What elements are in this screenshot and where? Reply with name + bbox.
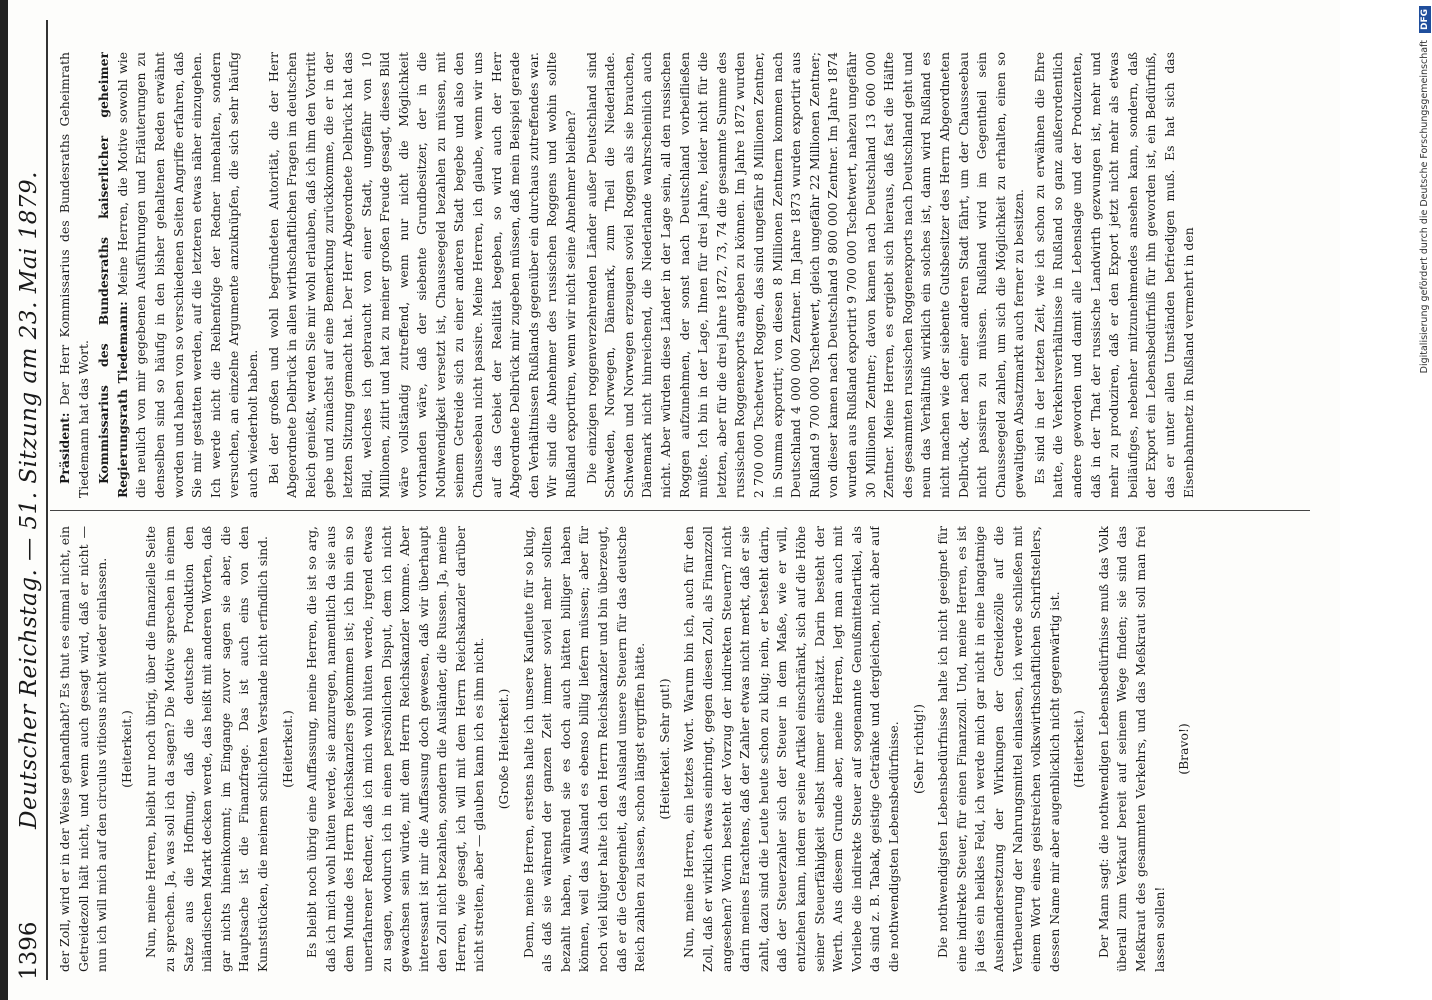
paragraph-text: Nun, meine Herren, bleibt nur noch übrig, über die finanzielle Seite zu sprechen. Ja, was soll ich da sagen? Die Motive sprechen in einem Satze aus die Hoffnung, daß die deutsche Produktion den inländischen Markt decken werde, das heißt mit anderen Worten, daß gar nichts hineinkommt; im Eingange zuvor sagen sie aber, die Hauptsache ist die Finanzfrage. Das ist auch eins von den Kunststücken, die meinem schlichten Verstande nicht erfindlich sind. bbox=[143, 526, 270, 972]
stage-direction: (Bravo!) bbox=[1176, 723, 1192, 775]
paragraph bbox=[680, 526, 903, 972]
stage-direction: (Heiterkeit.) bbox=[118, 710, 134, 788]
paragraph-text: Die nothwendigsten Lebensbedürfnisse halte ich nicht geeignet für eine indirekte Steuer, für einen Finanzzoll. Und, meine Herren, es ist ja dies ein heikles Feld, ich werde mich gar nicht in eine langatmige Auseinandersetzung der Wirkungen der Getreidezölle auf die Vertheuerung der Nahrungsmittel einlassen, ich werde schließen mit einem Wort eines geistreichen volkswirthschaftlichen Schriftstellers, dessen Name mir aber augenblicklich nicht gegenwärtig ist. bbox=[935, 526, 1062, 972]
stage-direction: (Heiterkeit. Sehr gut!) bbox=[656, 678, 672, 820]
paragraph-text: der Zoll, wird er in der Weise gehandhabt? Es thut es einmal nicht, ein Getreidezoll hält nicht, und wenn auch gesagt wird, daß er nicht — nun ich will mich auf den circulus vitiosus nicht wieder einlassen. bbox=[57, 526, 110, 972]
paragraph bbox=[934, 526, 1064, 972]
paragraph-text: Der Mann sagt: die nothwendigen Lebensbedürfnisse muß das Volk überall zum Verkauf bereit auf seinem Wege finden; sie sind das Meßkraut des gesammten Verkehrs, und das Meßkraut soll man frei lassen sollen! bbox=[1095, 526, 1167, 972]
stage-direction: (Sehr richtig!) bbox=[910, 704, 926, 794]
page-number: 1396 bbox=[16, 921, 42, 980]
paragraph bbox=[56, 52, 93, 498]
paragraph-text: Meine Herren, die Motive sowohl wie die neulich von mir gegebenen Ausführungen und Erläuterungen zu denselben sind so häufig in den bisher gehaltenen Reden erwähnt worden und haben von so verschiedenen Seiten Angriffe erfahren, daß Sie mir gestatten werden, auf die letzteren etwas näher einzugehen. Ich werde nicht die Reihenfolge der Redner innehalten, sondern versuchen, an einzelne Argumente anzuknüpfen, die sich sehr häufig auch wiederholt haben. bbox=[114, 52, 260, 498]
left-text-column bbox=[56, 526, 1310, 972]
paragraph-text: Nun, meine Herren, ein letztes Wort. Warum bin ich, auch für den Zoll, daß er wirklich etwas einbringt, gegen diesen Zoll, als Finanzzoll angesehen? Worin besteht der Vorzug der indirekten Steuern? nicht darin meines Erachtens, daß der Zahler etwas nicht merkt, daß er sie zahlt, dazu sind die Leute heute schon zu klug; nein, er besteht darin, daß der Steuerzahler sich der Steuer in dem Maße, wie er will, entziehen kann, indem er seine Artikel einschränkt, sich auf die Höhe seiner Steuerfähigkeit selbst immer einschätzt. Darin besteht der Werth. Aus diesem Grunde aber, meine Herren, legt man auch mit Vorliebe die indirekte Steuer auf sogenannte Genußmittelartikel, als da sind z. B. Tabak, geistige Getränke und dergleichen, nicht aber auf die nothwendigsten Lebensbedürfnisse. bbox=[681, 526, 901, 972]
paragraph bbox=[265, 52, 581, 498]
stage-direction: (Heiterkeit.) bbox=[1071, 710, 1087, 788]
column-divider bbox=[50, 510, 1310, 511]
paragraph bbox=[56, 526, 112, 972]
paragraph bbox=[142, 526, 272, 972]
header-rule bbox=[46, 20, 48, 980]
credit-text: Digitalisierung gefördert durch die Deutsche Forschungsgemeinschaft bbox=[1419, 40, 1430, 374]
speaker-name: Kommissarius des Bundesraths kaiserlicher geheimer Regierungsrath Tiedemann: bbox=[96, 52, 130, 498]
paragraph bbox=[1031, 52, 1198, 498]
stage-direction: (Große Heiterkeit.) bbox=[496, 688, 512, 810]
paragraph-text: Es bleibt noch übrig eine Auffassung, meine Herren, die ist so arg, daß ich mich wohl hüten werde, sie anzuregen, namentlich da sie aus dem Munde des Herrn Reichskanzlers gekommen ist; ich bin ein so unerfahrener Redner, daß ich mich wohl hüten werde, irgend etwas zu sagen, wodurch ich in einen persönlichen Disput, dem ich nicht gewachsen sein würde, mit dem Herrn Reichskanzler komme. Aber interessant ist mir die Auffassung doch gewesen, daß wir überhaupt den Zoll nicht bezahlen, sondern die Ausländer, die Russen. Ja, meine Herren, wie gesagt, ich will mit dem Herrn Reichskanzler darüber nicht streiten, aber — glauben kann ich es ihm nicht. bbox=[304, 526, 487, 972]
digitization-credit bbox=[1418, 0, 1432, 1000]
paragraph-text: Bei der großen und wohl begründeten Autorität, die der Herr Abgeordnete Delbrück in allen wirthschaftlichen Fragen im deutschen Reich genießt, werden Sie mir wohl erlauben, daß ich ihm den Vortritt gebe und zunächst auf eine Bemerkung zurückkomme, die er in der letzten Sitzung gemacht hat. Der Herr Abgeordnete Delbrück hat das Bild, welches ich gebraucht von einer Stadt, ungefähr von 10 Millionen, zitirt und hat zu meiner großen Freude gesagt, dieses Bild wäre vollständig zutreffend, wenn nur nicht die Möglichkeit vorhanden wäre, daß der siebente Grundbesitzer, der in die Nothwendigkeit versetzt ist, Chausseegeld bezahlen zu müssen, mit seinem Getreide sich zu einer anderen Stadt begebe und also den Chausseebau nicht passire. Meine Herren, ich glaube, wenn wir uns auf das Gebiet der Realität begeben, so wird auch der Herr Abgeordnete Delbrück mir zugeben müssen, daß mein Beispiel gerade den Verhältnissen Rußlands gegenüber ein durchaus zutreffendes war. Wir sind die Abnehmer des russischen Roggens und wohin sollte Rußland exportiren, wenn wir nicht seine Abnehmer bleiben? bbox=[265, 52, 579, 498]
digitization-credit-strip bbox=[1418, 0, 1432, 1000]
right-text-column bbox=[56, 52, 1310, 498]
paragraph bbox=[1095, 526, 1169, 972]
page-title: Deutscher Reichstag. — 51. Sitzung am 23. Mai 1879. bbox=[16, 171, 42, 829]
dfg-logo: DFG bbox=[1419, 6, 1431, 33]
stage-direction: (Heiterkeit.) bbox=[279, 710, 295, 788]
paragraph-text: Es sind in der letzten Zeit, wie ich schon zu erwähnen die Ehre hatte, die Verkehrsverhältnisse in Rußland so ganz außerordentlich andere geworden und damit alle Lebenslage und der Produzenten, daß in der That der russische Landwirth gezwungen ist, mehr und mehr zu produziren, daß er den Export jetzt nicht mehr als etwas beiläufiges, nebenher mitzunehmendes ansehen kann, sondern, daß der Export ein Lebensbedürfniß für ihn geworden ist, ein Bedürfniß, das er unter allen Umständen befriedigen muß. Es hat sich das Eisenbahnnetz in Rußland vermehrt in den bbox=[1031, 52, 1196, 498]
paragraph-text: Die einzigen roggenverzehrenden Länder außer Deutschland sind Schweden, Norwegen, Dänemark, zum Theil die Niederlande. Schweden und Norwegen erzeugen soviel Roggen als sie brauchen, Dänemark nicht hinreichend, die Niederlande wahrscheinlich auch nicht. Aber würden diese Länder in der Lage sein, all den russischen Roggen aufzunehmen, der sonst nach Deutschland vorbeifließen müßte. Ich bin in der Lage, Ihnen für drei Jahre, leider nicht für die letzten, aber für die drei Jahre 1872, 73, 74 die gesammte Summe des russischen Roggenexports angeben zu können. Im Jahre 1872 wurden 2 700 000 Tschetwert Roggen, das sind ungefähr 8 Millionen Zentner, in Summa exportirt; von diesen 8 Millionen Zentnern kommen nach Deutschland 4 000 000 Zentner. Im Jahre 1873 wurden exportirt aus Rußland 9 700 000 Tschetwert, gleich ungefähr 22 Millionen Zentner; von dieser kamen nach Deutschland 9 800 000 Zentner. Im Jahre 1874 wurden aus Rußland exportirt 9 700 000 Tschetwert, nahezu ungefähr 30 Millionen Zentner; davon kamen nach Deutschland 13 600 000 Zentner. Meine Herren, es ergiebt sich hieraus, daß fast die Hälfte des gesammten russischen Roggenexports nach Deutschland geht und neun das Verhältniß wirklich ein solches ist, dann wird Rußland es nicht machen wie der siebente Gutsbesitzer des Herrn Abgeordneten Delbrück, der nach einer anderen Stadt fährt, um der Chausseebau nicht passiren zu müssen. Rußland wird im Gegentheil sein Chausseegeld zahlen, um sich die Möglichkeit zu erhalten, einen so gewaltigen Absatzmarkt auch ferner zu besitzen. bbox=[583, 52, 1027, 498]
page-edge-bar bbox=[0, 0, 8, 1000]
page-header bbox=[12, 20, 46, 980]
paragraph bbox=[303, 526, 489, 972]
paragraph bbox=[95, 52, 262, 498]
paragraph-text: Denn, meine Herren, erstens halte ich unsere Kaufleute für so klug, als daß sie während der ganzen Zeit immer soviel mehr sollten bezahlt haben, während sie es doch auch hätten billiger haben können, weil das Ausland es ebenso billig liefern müssen; aber für noch viel klüger halte ich den Herrn Reichskanzler und bin überzeugt, daß er die Gelegenheit, das Ausland unsere Steuern für das deutsche Reich zahlen zu lassen, schon längst ergriffen hätte. bbox=[520, 526, 648, 972]
speaker-name: Präsident: bbox=[57, 412, 72, 484]
paragraph bbox=[583, 52, 1029, 498]
paragraph-text: Der Herr Kommissarius des Bundesraths Geheimrath Tiedemann hat das Wort. bbox=[57, 52, 91, 498]
paragraph bbox=[520, 526, 650, 972]
